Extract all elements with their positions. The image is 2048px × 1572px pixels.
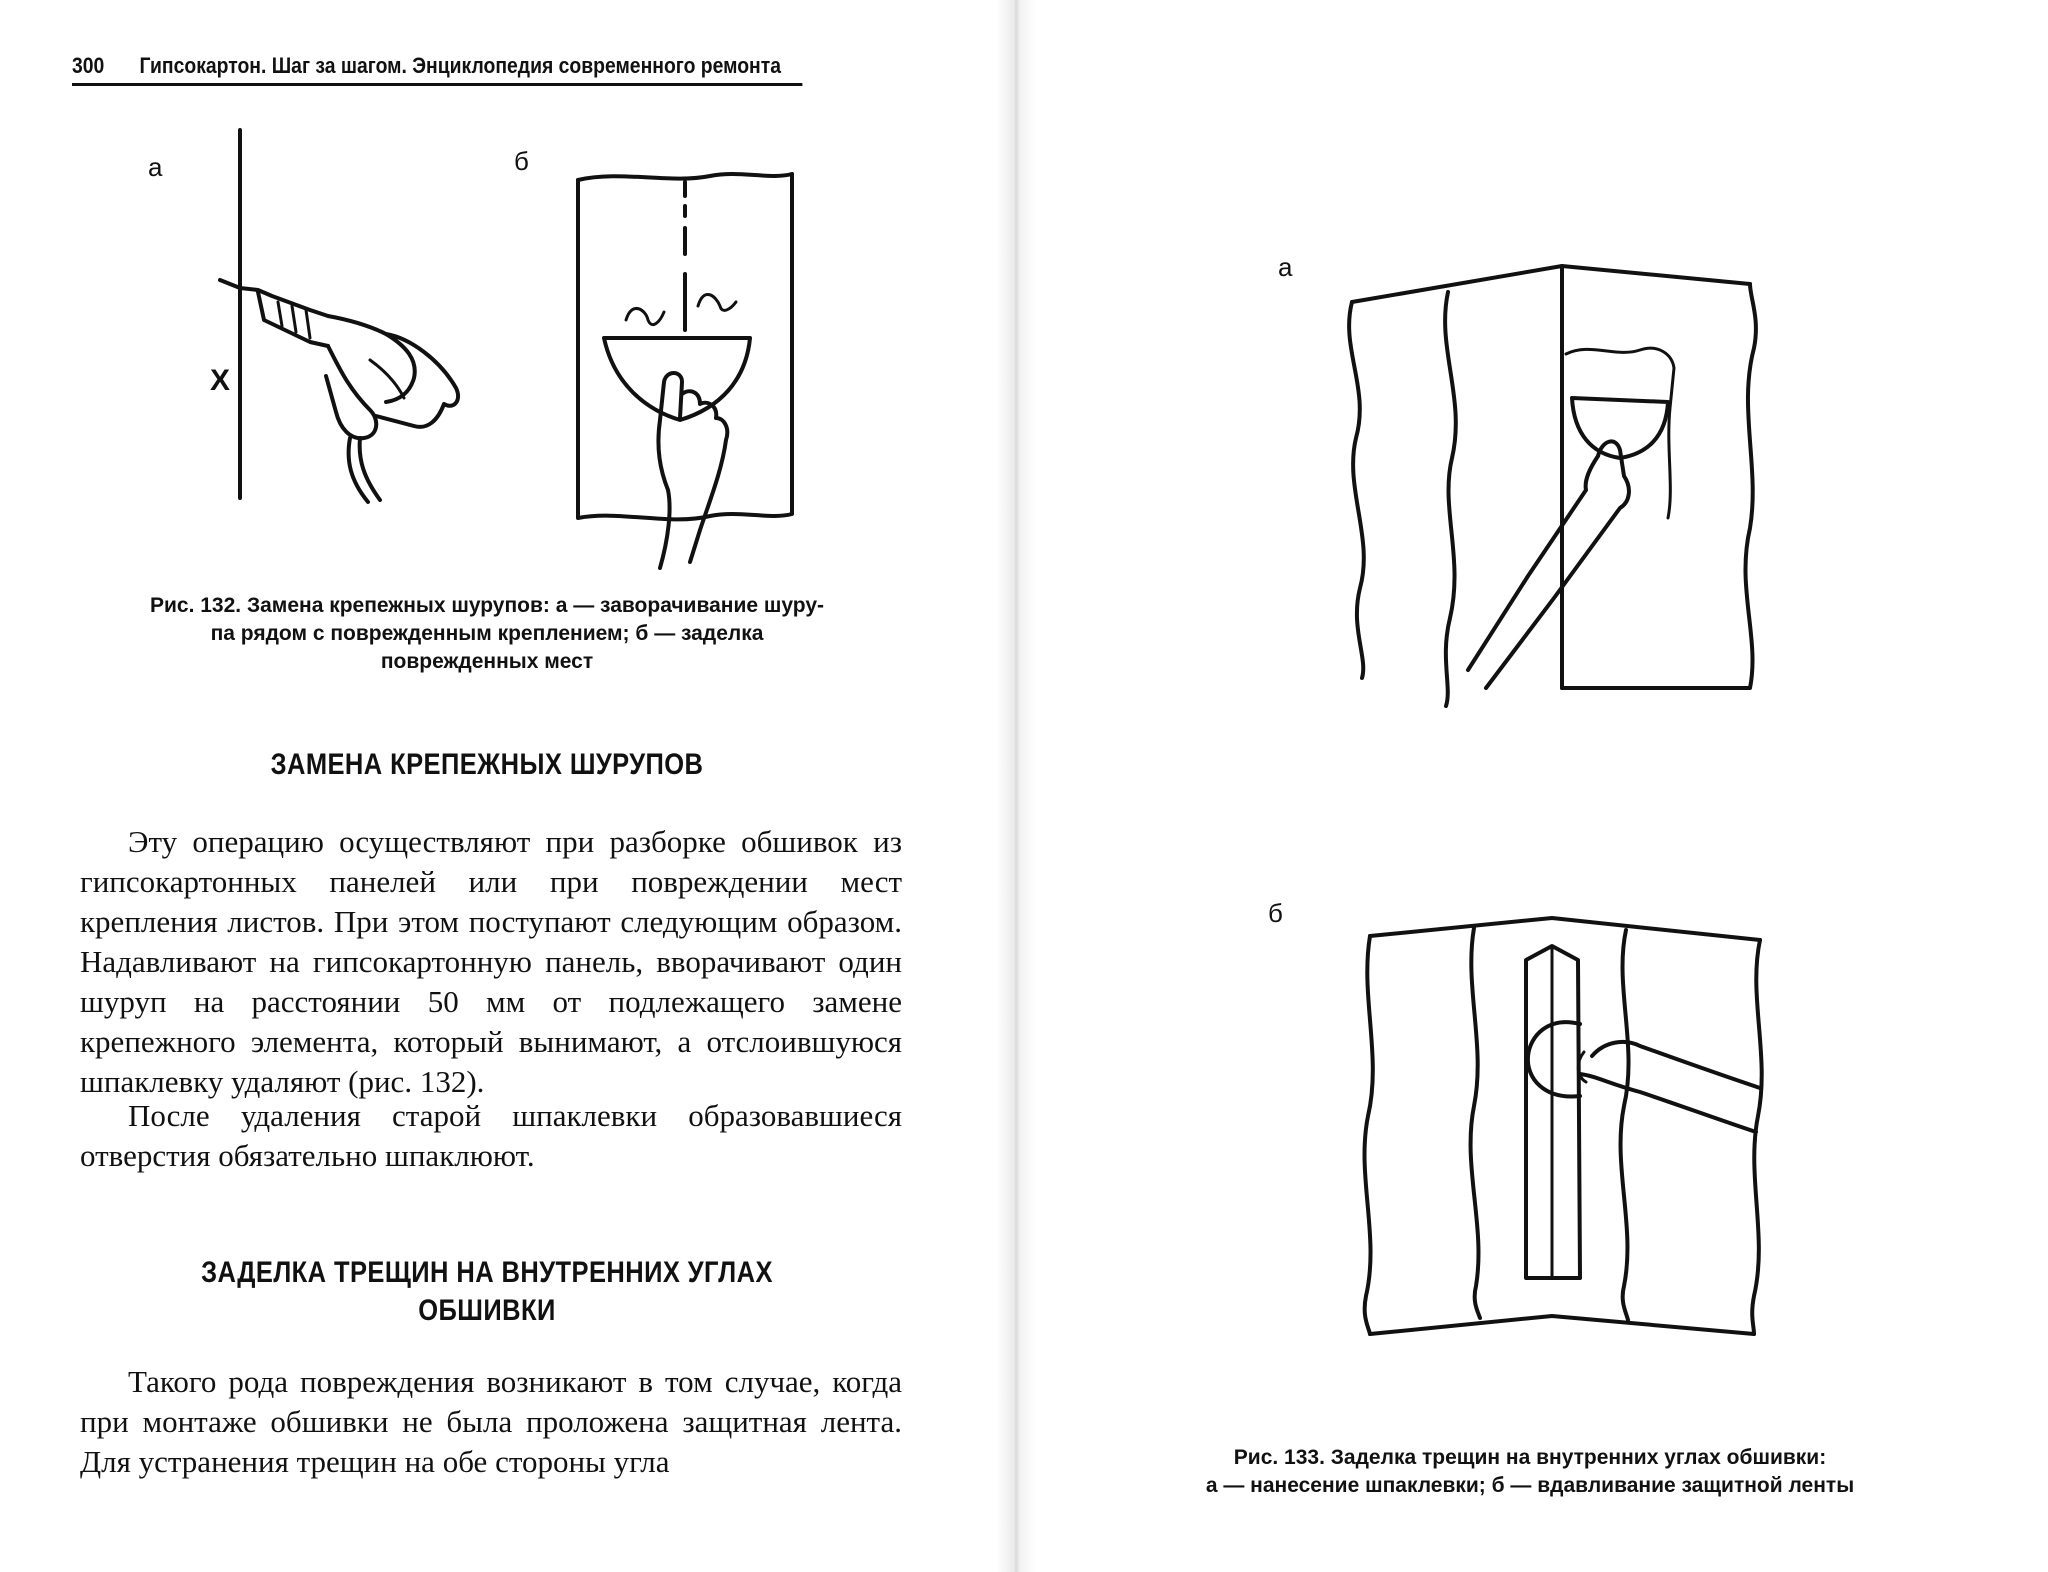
- fig132-caption: [72, 592, 902, 676]
- fig132-label-a: а: [148, 152, 163, 182]
- fig132-caption-line-1: Рис. 132. Замена крепежных шурупов: а — заворачивание шуру-: [149, 594, 824, 617]
- fig132-caption-line-3: поврежденных мест: [380, 650, 594, 673]
- fig132-caption-line-2: па рядом с поврежденным креплением; б — заделка: [210, 622, 764, 645]
- left-page: [0, 0, 1000, 1572]
- section1-paragraph-2: После удаления старой шпаклевки образовавшиеся отверстия обязательно шпаклюют.: [80, 1098, 902, 1173]
- running-title: Гипсокартон. Шаг за шагом. Энциклопедия современного ремонта: [139, 53, 781, 78]
- fig133b-corner-tape-illustration: [1340, 906, 1780, 1356]
- section1-paragraph-1: Эту операцию осуществляют при разборке обшивок из гипсокартонных панелей или при повреждении мест крепления листов. При этом поступают следующим образом. Надавливают на гипсокартонную панель, вворачивают один шуруп на расстоянии 50 мм от подлежащего замене крепежного элемента, который вынимают, а отслоившуюся шпаклевку удаляют (рис. 132).: [80, 824, 902, 1099]
- fig133-caption: [1130, 1444, 1930, 1500]
- right-page: [1000, 0, 2048, 1572]
- fig133a-corner-spackle-illustration: [1340, 258, 1770, 708]
- fig132a-drill-illustration: [200, 120, 480, 520]
- fig132b-spackle-illustration: [560, 170, 810, 580]
- fig133-label-b: б: [1268, 898, 1283, 928]
- section2-heading-line-2: ОБШИВКИ: [418, 1294, 556, 1327]
- running-head: [72, 50, 802, 86]
- section-heading-corner-cracks: [134, 1254, 840, 1330]
- fig132a-marker-x: X: [210, 364, 231, 397]
- fig133-caption-line-1: Рис. 133. Заделка трещин на внутренних углах обшивки:: [1233, 1446, 1827, 1469]
- page-number: 300: [72, 53, 105, 78]
- fig133-caption-line-2: а — нанесение шпаклевки; б — вдавливание защитной ленты: [1205, 1474, 1855, 1497]
- fig132-label-b: б: [514, 146, 529, 176]
- section-heading-screw-replacement: ЗАМЕНА КРЕПЕЖНЫХ ШУРУПОВ: [270, 748, 704, 781]
- section2-heading-line-1: ЗАДЕЛКА ТРЕЩИН НА ВНУТРЕННИХ УГЛАХ: [201, 1256, 773, 1289]
- section2-paragraph: Такого рода повреждения возникают в том случае, когда при монтаже обшивки не была проложена защитная лента. Для устранения трещин на обе стороны угла: [80, 1364, 902, 1479]
- fig133-label-a: а: [1278, 252, 1293, 282]
